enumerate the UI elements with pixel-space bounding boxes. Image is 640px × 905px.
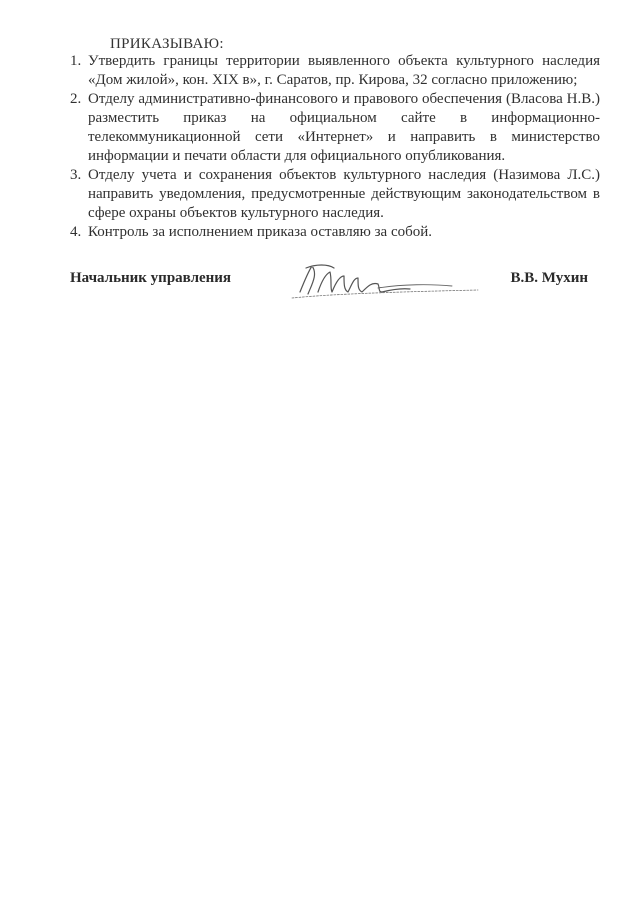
order-item-text: Отделу административно-финансового и правового обеспечения (Власова Н.В.) разместить приказ на официальном сайте в информационно-телекоммуникационной сети «Интернет» и направить в министерство информации и печати области для официального опубликования. [88,91,600,164]
order-item-3 [70,166,600,223]
order-item-number: 3. [70,167,82,183]
order-heading: ПРИКАЗЫВАЮ: [110,36,224,52]
order-item-text: Утвердить границы территории выявленного объекта культурного наследия «Дом жилой», кон. XIX в», г. Саратов, пр. Кирова, 32 согласно приложению; [88,53,600,88]
order-item-text: Отделу учета и сохранения объектов культурного наследия (Назимова Л.С.) направить уведомления, предусмотренные действующим законодательством в сфере охраны объектов культурного наследия. [88,167,600,221]
order-item-number: 2. [70,91,82,107]
handwritten-signature [282,262,482,302]
order-item-number: 4. [70,224,82,240]
order-item-text: Контроль за исполнением приказа оставляю за собой. [88,224,433,240]
signature-block [70,262,600,302]
order-item-1 [70,52,600,90]
signatory-name: В.В. Мухин [510,270,588,286]
order-item-2 [70,90,600,166]
order-list [70,52,600,242]
order-item-number: 1. [70,53,82,69]
order-item-4 [70,223,600,242]
signatory-position: Начальник управления [70,270,232,286]
